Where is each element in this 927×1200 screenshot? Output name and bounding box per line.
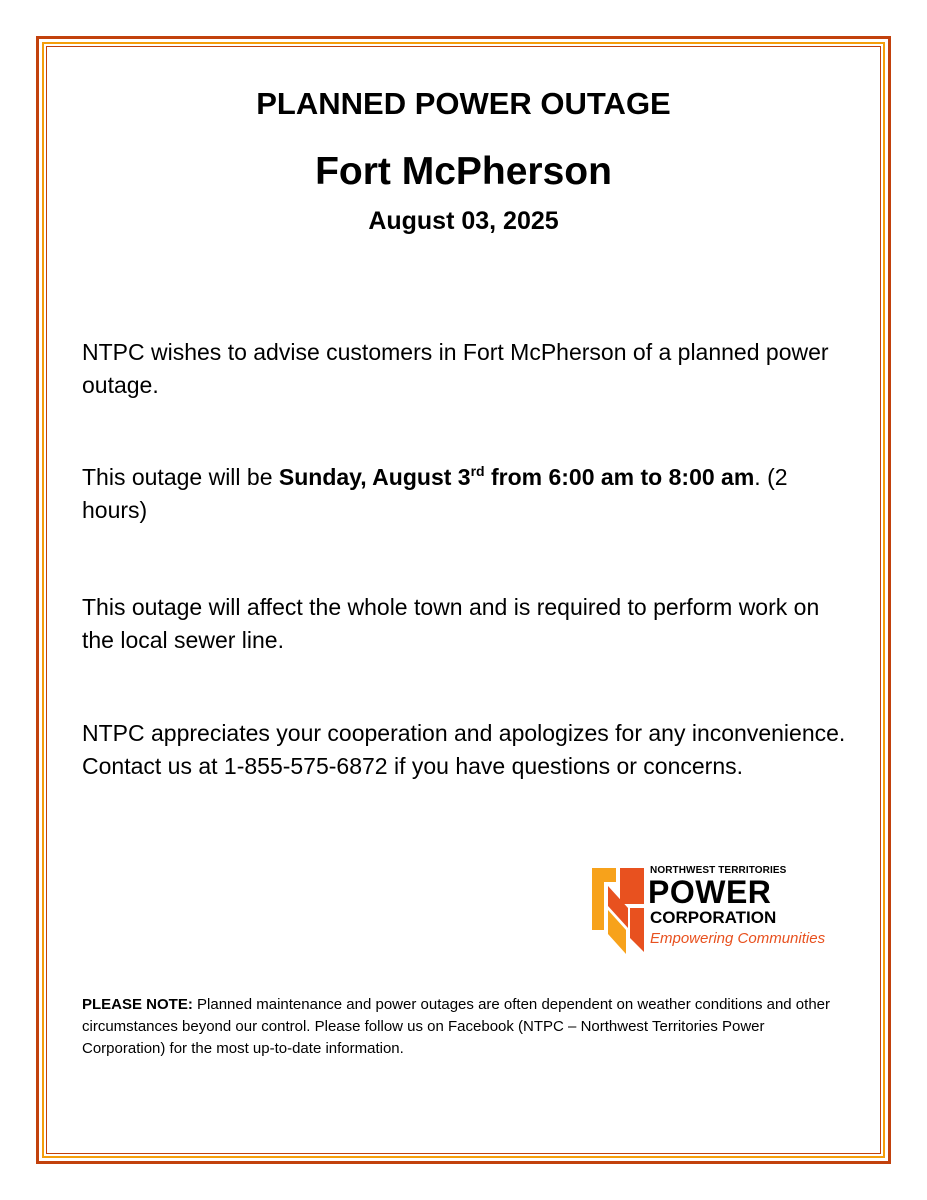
notice-date: August 03, 2025 [368, 207, 559, 235]
please-note-label: PLEASE NOTE: [82, 996, 193, 1013]
notice-town: Fort McPherson [315, 150, 612, 193]
schedule-end: . (2 hours) [82, 464, 788, 523]
logo-tagline: Empowering Communities [650, 930, 826, 947]
ntpc-logo-mark-icon [590, 868, 646, 954]
intro-paragraph: NTPC wishes to advise customers in Fort McPherson of a planned power outage. [82, 339, 829, 398]
please-note [82, 994, 852, 1060]
schedule-prefix: This outage will be [82, 464, 279, 490]
schedule-paragraph [82, 461, 852, 527]
notice-title: PLANNED POWER OUTAGE [256, 86, 671, 121]
logo-line-territories: NORTHWEST TERRITORIES [650, 865, 787, 876]
logo-line-corporation: CORPORATION [650, 908, 777, 927]
schedule-day-suffix: rd [470, 463, 485, 479]
ntpc-logo [590, 864, 840, 954]
impact-paragraph: This outage will affect the whole town and is required to perform work on the local sewer line. [82, 594, 820, 653]
schedule-time: from 6:00 am to 8:00 am [484, 464, 755, 490]
closing-paragraph: NTPC appreciates your cooperation and apologizes for any inconvenience. Contact us at 1-855-575-6872 if you have questions or concerns. [82, 720, 846, 779]
schedule-day: Sunday, August 3 [278, 464, 471, 490]
logo-line-power: POWER [648, 874, 772, 910]
please-note-text: Planned maintenance and power outages are often dependent on weather conditions and other circumstances beyond our control. Please follow us on Facebook (NTPC – Northwest Territories Power Corporation) for the most up-to-date information. [82, 996, 830, 1057]
